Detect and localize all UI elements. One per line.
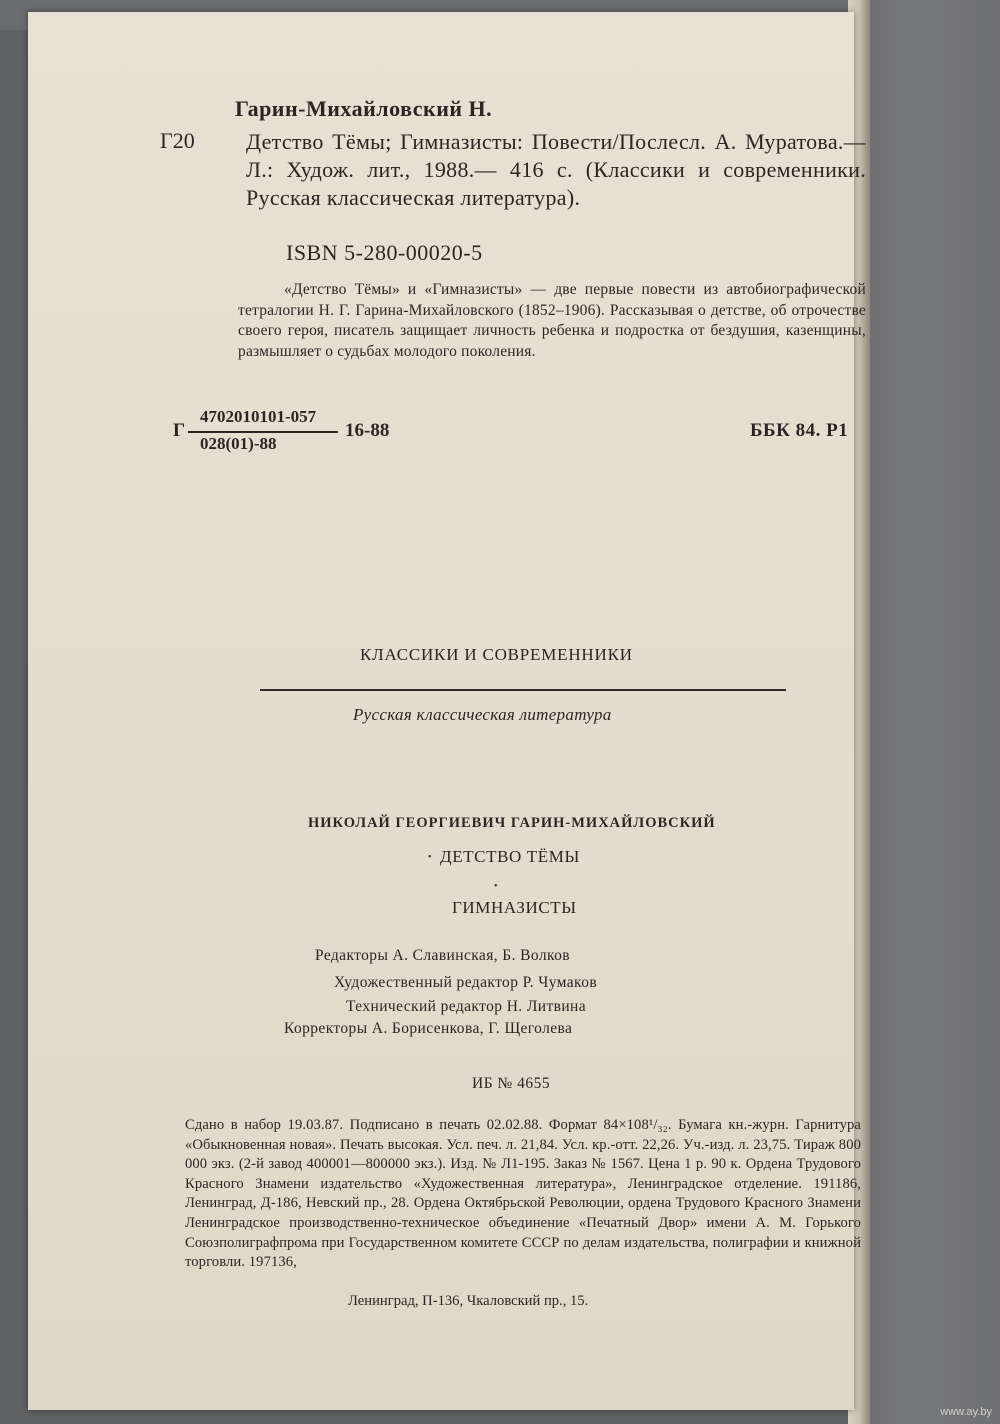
book-title-1: ДЕТСТВО ТЁМЫ	[440, 847, 580, 866]
subseries-name: Русская классическая литература	[353, 705, 612, 724]
book-title-2: ГИМНАЗИСТЫ	[452, 898, 577, 917]
card-bibliographic: Детство Тёмы; Гимназисты: Повести/Послесл. А. Муратова.— Л.: Худож. лит., 1988.— 416 с. (Классики и современники. Русская классическая литература).	[246, 129, 866, 210]
background-surface	[850, 0, 1000, 1424]
bullet-icon: •	[428, 852, 432, 863]
index-suffix: 16-88	[345, 420, 390, 441]
index-denominator: 028(01)-88	[200, 434, 277, 453]
card-annotation: «Детство Тёмы» и «Гимназисты» — две первые повести из автобиографической тетралогии Н. Г. Гарина-Михайловского (1852–1906). Рассказывая о детстве, об отрочестве своего героя, писатель защищает личность ребенка и подростка от бездушия, казенщины, размышляет о судьбах молодого поколения.	[238, 281, 866, 360]
bbk-code: ББК 84. Р1	[750, 420, 849, 441]
card-isbn: ISBN 5-280-00020-5	[286, 240, 483, 265]
book-author: НИКОЛАЙ ГЕОРГИЕВИЧ ГАРИН-МИХАЙЛОВСКИЙ	[308, 815, 716, 831]
bullet-icon: •	[494, 881, 498, 892]
index-letter: Г	[173, 420, 186, 441]
ib-number: ИБ № 4655	[472, 1075, 551, 1092]
series-divider	[260, 689, 786, 691]
credit-art-editor: Художественный редактор Р. Чумаков	[334, 974, 598, 991]
series-name: КЛАССИКИ И СОВРЕМЕННИКИ	[360, 645, 633, 664]
watermark: www.ay.by	[940, 1406, 992, 1418]
index-numerator: 4702010101-057	[200, 407, 317, 426]
index-fraction-line	[188, 431, 338, 433]
credit-tech-editor: Технический редактор Н. Литвина	[346, 998, 587, 1015]
book-page	[28, 12, 866, 1410]
card-code: Г20	[160, 128, 195, 153]
imprint-text: Сдано в набор 19.03.87. Подписано в печать 02.02.88. Формат 84×108¹/₃₂. Бумага кн.-журн. Гарнитура «Обыкновенная новая». Печать высокая. Усл. печ. л. 21,84. Усл. кр.-отт. 22,26. Уч.-изд. л. 23,75. Тираж 800 000 экз. (2-й завод 400001—800000 экз.). Изд. № Л1-195. Заказ № 1567. Цена 1 р. 90 к. Ордена Трудового Красного Знамени издательство «Художественная литература», Ленинградское отделение. 191186, Ленинград, Д-186, Невский пр., 28. Ордена Октябрьской Революции, ордена Трудового Красного Знамени Ленинградское производственно-техническое объединение «Печатный Двор» имени А. М. Горького Союзполиграфпрома при Государственном комитете СССР по делам издательства, полиграфии и книжной торговли. 197136,	[185, 1117, 861, 1271]
card-author: Гарин-Михайловский Н.	[235, 96, 493, 121]
credit-proofreaders: Корректоры А. Борисенкова, Г. Щеголева	[284, 1020, 573, 1037]
credit-editors: Редакторы А. Славинская, Б. Волков	[315, 947, 570, 964]
imprint-address: Ленинград, П-136, Чкаловский пр., 15.	[348, 1293, 589, 1309]
